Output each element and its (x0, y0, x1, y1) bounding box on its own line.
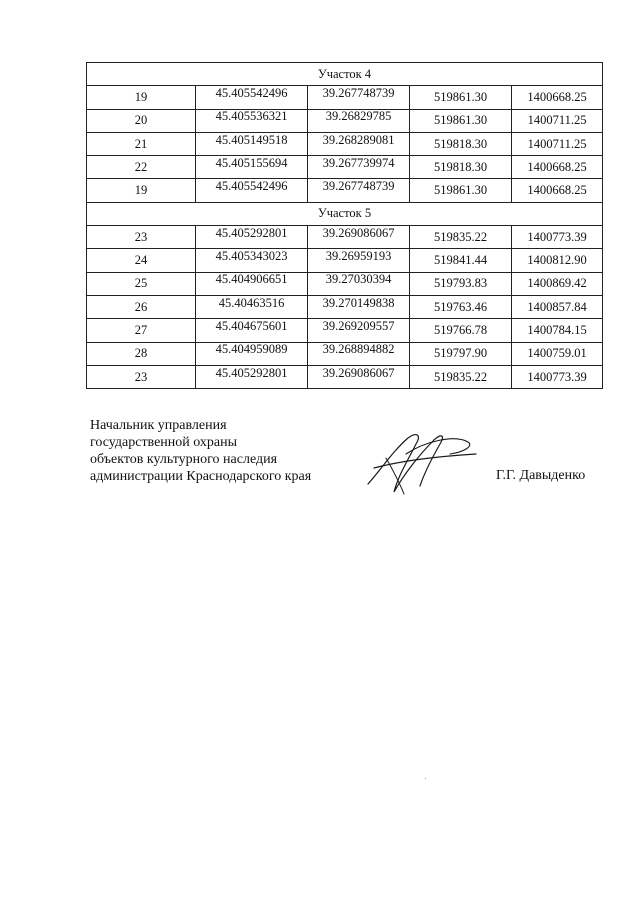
y-coordinate-cell (512, 109, 603, 132)
table-row (87, 132, 603, 155)
x-coordinate-cell (410, 86, 512, 109)
y-coordinate-cell-text: 1400668.25 (527, 89, 587, 104)
point-number-cell-text: 19 (134, 183, 148, 198)
longitude-cell (308, 226, 410, 249)
y-coordinate-cell (512, 226, 603, 249)
x-coordinate-cell (410, 156, 512, 179)
point-number-cell-text: 19 (134, 89, 148, 104)
x-coordinate-cell-text: 519861.30 (434, 183, 488, 198)
longitude-cell (308, 109, 410, 132)
latitude-cell-text: 45.404675601 (215, 318, 288, 333)
x-coordinate-cell-text: 519835.22 (434, 229, 488, 244)
y-coordinate-cell-text: 1400773.39 (527, 229, 587, 244)
longitude-cell-text: 39.269086067 (322, 365, 395, 380)
y-coordinate-cell-text: 1400784.15 (527, 322, 587, 337)
longitude-cell (308, 319, 410, 342)
x-coordinate-cell-text: 519766.78 (434, 322, 488, 337)
coordinates-table-body (87, 63, 603, 389)
latitude-cell-text: 45.405155694 (215, 155, 288, 170)
y-coordinate-cell-text: 1400668.25 (527, 159, 587, 174)
longitude-cell-text: 39.26829785 (325, 109, 392, 124)
latitude-cell (196, 86, 308, 109)
longitude-cell (308, 272, 410, 295)
table-row (87, 319, 603, 342)
point-number-cell (87, 365, 196, 388)
point-number-cell (87, 226, 196, 249)
position-line: объектов культурного наследия (90, 452, 278, 467)
x-coordinate-cell-text: 519793.83 (434, 276, 488, 291)
point-number-cell (87, 342, 196, 365)
table-row (87, 272, 603, 295)
longitude-cell-text: 39.267739974 (322, 155, 395, 170)
y-coordinate-cell (512, 342, 603, 365)
longitude-cell (308, 179, 410, 202)
point-number-cell (87, 86, 196, 109)
latitude-cell (196, 179, 308, 202)
point-number-cell-text: 27 (134, 322, 148, 337)
x-coordinate-cell (410, 365, 512, 388)
point-number-cell-text: 28 (134, 346, 148, 361)
x-coordinate-cell-text: 519835.22 (434, 369, 488, 384)
signatory-position (90, 417, 311, 485)
latitude-cell-text: 45.405292801 (215, 225, 288, 240)
section-header-row (87, 202, 603, 225)
y-coordinate-cell (512, 272, 603, 295)
latitude-cell (196, 365, 308, 388)
x-coordinate-cell (410, 319, 512, 342)
y-coordinate-cell (512, 249, 603, 272)
latitude-cell-text: 45.405343023 (215, 249, 288, 264)
x-coordinate-cell (410, 272, 512, 295)
point-number-cell-text: 20 (134, 113, 148, 128)
latitude-cell (196, 342, 308, 365)
point-number-cell-text: 23 (134, 229, 148, 244)
latitude-cell-text: 45.405542496 (215, 85, 288, 100)
y-coordinate-cell-text: 1400857.84 (527, 299, 587, 314)
latitude-cell-text: 45.405149518 (215, 132, 288, 147)
point-number-cell-text: 24 (134, 253, 148, 268)
section-title: Участок 5 (87, 202, 603, 225)
longitude-cell-text: 39.26959193 (325, 249, 392, 264)
x-coordinate-cell-text: 519841.44 (434, 253, 488, 268)
y-coordinate-cell-text: 1400711.25 (527, 136, 587, 151)
point-number-cell-text: 26 (134, 299, 148, 314)
y-coordinate-cell-text: 1400869.42 (527, 276, 587, 291)
latitude-cell-text: 45.405292801 (215, 365, 288, 380)
latitude-cell (196, 272, 308, 295)
signer-name: Г.Г. Давыденко (496, 468, 586, 483)
point-number-cell (87, 179, 196, 202)
longitude-cell (308, 132, 410, 155)
longitude-cell-text: 39.267748739 (322, 85, 395, 100)
y-coordinate-cell (512, 179, 603, 202)
x-coordinate-cell-text: 519797.90 (434, 346, 488, 361)
point-number-cell (87, 295, 196, 318)
point-number-cell (87, 109, 196, 132)
x-coordinate-cell (410, 295, 512, 318)
table-row (87, 109, 603, 132)
longitude-cell-text: 39.27030394 (325, 272, 392, 287)
point-number-cell (87, 156, 196, 179)
table-row (87, 249, 603, 272)
scan-speck (425, 778, 426, 779)
y-coordinate-cell-text: 1400711.25 (527, 113, 587, 128)
point-number-cell-text: 25 (134, 276, 148, 291)
x-coordinate-cell-text: 519861.30 (434, 89, 488, 104)
longitude-cell-text: 39.268289081 (322, 132, 395, 147)
x-coordinate-cell-text: 519818.30 (434, 136, 488, 151)
table-row (87, 226, 603, 249)
x-coordinate-cell-text: 519763.46 (434, 299, 488, 314)
x-coordinate-cell (410, 179, 512, 202)
table-row (87, 365, 603, 388)
latitude-cell (196, 226, 308, 249)
point-number-cell-text: 22 (134, 159, 148, 174)
x-coordinate-cell (410, 342, 512, 365)
coordinates-table (86, 62, 603, 389)
longitude-cell (308, 295, 410, 318)
latitude-cell-text: 45.405536321 (215, 109, 288, 124)
point-number-cell (87, 132, 196, 155)
latitude-cell-text: 45.404906651 (215, 272, 288, 287)
position-line: государственной охраны (90, 435, 238, 450)
point-number-cell-text: 23 (134, 369, 148, 384)
x-coordinate-cell-text: 519818.30 (434, 159, 488, 174)
y-coordinate-cell (512, 365, 603, 388)
table-row (87, 179, 603, 202)
latitude-cell (196, 295, 308, 318)
longitude-cell (308, 249, 410, 272)
table-row (87, 156, 603, 179)
point-number-cell-text: 21 (134, 136, 148, 151)
longitude-cell (308, 342, 410, 365)
longitude-cell-text: 39.268894882 (322, 342, 395, 357)
y-coordinate-cell-text: 1400668.25 (527, 183, 587, 198)
latitude-cell (196, 132, 308, 155)
y-coordinate-cell-text: 1400773.39 (527, 369, 587, 384)
latitude-cell (196, 156, 308, 179)
longitude-cell (308, 156, 410, 179)
x-coordinate-cell (410, 132, 512, 155)
longitude-cell-text: 39.267748739 (322, 179, 395, 194)
section-header-row (87, 63, 603, 86)
x-coordinate-cell (410, 249, 512, 272)
y-coordinate-cell (512, 132, 603, 155)
point-number-cell (87, 272, 196, 295)
latitude-cell-text: 45.404959089 (215, 342, 288, 357)
longitude-cell (308, 86, 410, 109)
x-coordinate-cell (410, 226, 512, 249)
longitude-cell-text: 39.269086067 (322, 225, 395, 240)
y-coordinate-cell (512, 156, 603, 179)
latitude-cell-text: 45.405542496 (215, 179, 288, 194)
y-coordinate-cell-text: 1400812.90 (527, 253, 587, 268)
latitude-cell-text: 45.40463516 (218, 295, 285, 310)
longitude-cell-text: 39.269209557 (322, 318, 395, 333)
longitude-cell (308, 365, 410, 388)
table-row (87, 342, 603, 365)
latitude-cell (196, 249, 308, 272)
latitude-cell (196, 319, 308, 342)
x-coordinate-cell-text: 519861.30 (434, 113, 488, 128)
point-number-cell (87, 319, 196, 342)
section-title: Участок 4 (87, 63, 603, 86)
table-row (87, 86, 603, 109)
y-coordinate-cell (512, 86, 603, 109)
position-line: Начальник управления (90, 418, 227, 433)
y-coordinate-cell-text: 1400759.01 (527, 346, 587, 361)
handwritten-signature (364, 428, 484, 500)
position-line: администрации Краснодарского края (90, 469, 312, 484)
longitude-cell-text: 39.270149838 (322, 295, 395, 310)
y-coordinate-cell (512, 319, 603, 342)
point-number-cell (87, 249, 196, 272)
x-coordinate-cell (410, 109, 512, 132)
latitude-cell (196, 109, 308, 132)
y-coordinate-cell (512, 295, 603, 318)
table-row (87, 295, 603, 318)
